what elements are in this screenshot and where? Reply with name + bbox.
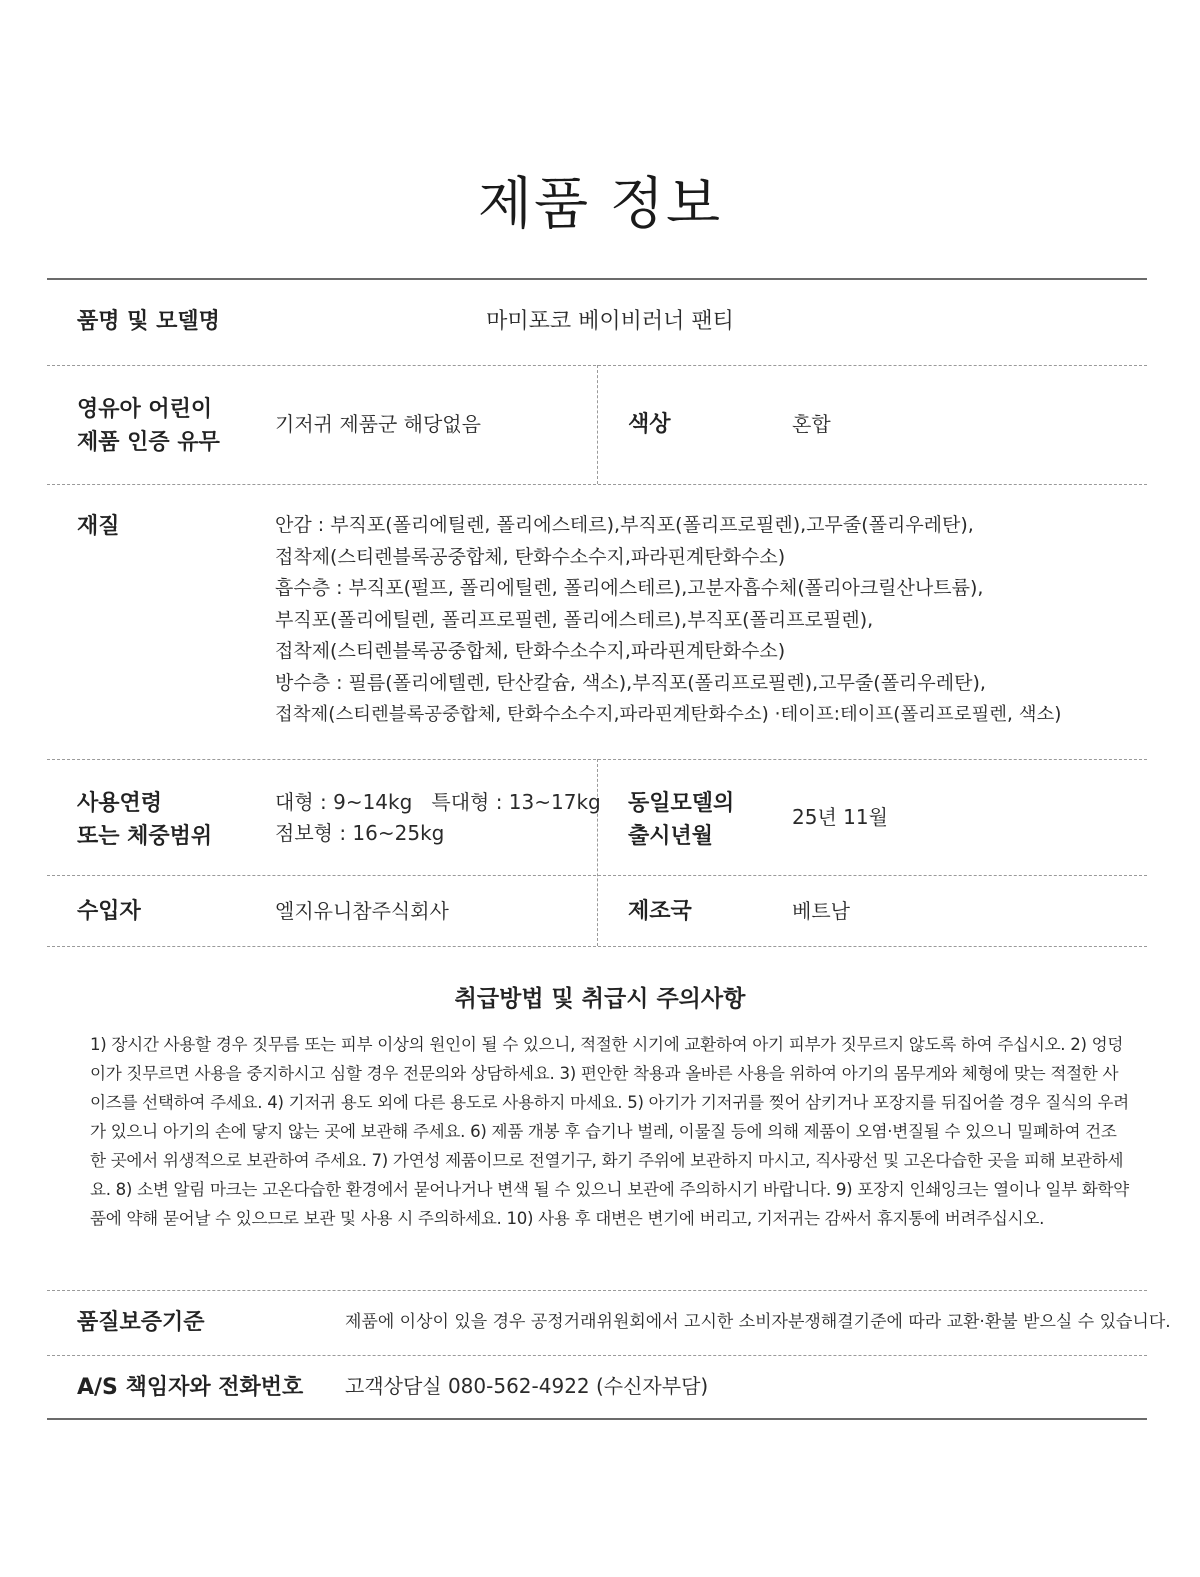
- age-weight-value-line2: 점보형 : 16~25kg: [275, 821, 445, 845]
- quality-label: 품질보증기준: [77, 1310, 205, 1335]
- certification-value: 기저귀 제품군 해당없음: [275, 412, 481, 436]
- age-weight-value-line1: 대형 : 9~14kg 특대형 : 13~17kg: [275, 790, 601, 814]
- age-weight-label: [77, 787, 212, 853]
- certification-label-line2: 제품 인증 유무: [77, 430, 220, 455]
- row-divider: [47, 1290, 1147, 1291]
- release-label-line2: 출시년월: [628, 824, 714, 849]
- row-divider: [47, 484, 1147, 485]
- as-value: 고객상담실 080-562-4922 (수신자부담): [345, 1374, 709, 1398]
- row-divider: [47, 946, 1147, 947]
- care-section-title: 취급방법 및 취급시 주의사항: [454, 986, 746, 1012]
- material-line: 안감 : 부직포(폴리에틸렌, 폴리에스테르),부직포(폴리프로필렌),고무줄(폴리우레탄),: [275, 514, 974, 536]
- age-weight-label-line2: 또는 체중범위: [77, 824, 213, 849]
- age-weight-value: [275, 787, 601, 849]
- product-name-value: 마미포코 베이비러너 팬티: [486, 309, 734, 334]
- color-label: 색상: [628, 412, 671, 437]
- material-label: 재질: [77, 514, 120, 539]
- material-line: 접착제(스티렌블록공중합체, 탄화수소수지,파라핀계탄화수소): [275, 640, 786, 662]
- origin-label: 제조국: [628, 899, 692, 924]
- table-bottom-border: [47, 1418, 1147, 1420]
- material-line: 접착제(스티렌블록공중합체, 탄화수소수지,파라핀계탄화수소): [275, 545, 786, 568]
- material-line: 흡수층 : 부직포(펄프, 폴리에틸렌, 폴리에스테르),고분자흡수체(폴리아크릴산나트륨),: [275, 577, 984, 599]
- importer-label: 수입자: [77, 899, 141, 924]
- quality-value: 제품에 이상이 있을 경우 공정거래위원회에서 고시한 소비자분쟁해결기준에 따라 교환·환불 받으실 수 있습니다.: [345, 1312, 1171, 1332]
- care-section-text: 1) 장시간 사용할 경우 짓무름 또는 피부 이상의 원인이 될 수 있으니, 적절한 시기에 교환하여 아기 피부가 짓무르지 않도록 하여 주십시오. 2) 엉덩이가 짓무르면 사용을 중지하시고 심할 경우 전문의와 상담하세요. 3) 편안한 착용과 올바른 사용을 위하여 아기의 몸무게와 체형에 맞는 적절한 사이즈를 선택하여 주세요. 4) 기저귀 용도 외에 다른 용도로 사용하지 마세요. 5) 아기가 기저귀를 찢어 삼키거나 포장지를 뒤집어쓸 경우 질식의 우려가 있으니 아기의 손에 닿지 않는 곳에 보관해 주세요. 6) 제품 개봉 후 습기나 벌레, 이물질 등에 의해 제품이 오염·변질될 수 있으니 밀폐하여 건조한 곳에서 위생적으로 보관하여 주세요. 7) 가연성 제품이므로 전열기구, 화기 주위에 보관하지 마시고, 직사광선 및 고온다습한 곳을 피해 보관하세요. 8) 소변 알림 마크는 고온다습한 환경에서 묻어나거나 변색 될 수 있으니 보관에 주의하시기 바랍니다. 9) 포장지 인쇄잉크는 열이나 일부 화학약품에 약해 묻어날 수 있으므로 보관 및 사용 시 주의하세요. 10) 사용 후 대변은 변기에 버리고, 기저귀는 감싸서 휴지통에 버려주십시오.: [90, 1035, 1129, 1228]
- page-title: 제품 정보: [477, 172, 723, 237]
- origin-value: 베트남: [792, 899, 850, 923]
- certification-label-line1: 영유아 어린이: [77, 397, 213, 422]
- release-label: [628, 787, 734, 853]
- row-divider: [47, 1355, 1147, 1356]
- certification-label: [77, 393, 220, 459]
- material-line: 방수층 : 필름(폴리에텔렌, 탄산칼슘, 색소),부직포(폴리프로필렌),고무줄(폴리우레탄),: [275, 671, 986, 694]
- product-name-label: 품명 및 모델명: [77, 309, 220, 334]
- release-label-line1: 동일모델의: [628, 791, 735, 816]
- release-value: 25년 11월: [792, 805, 888, 829]
- as-label: A/S 책임자와 전화번호: [77, 1375, 304, 1400]
- table-top-border: [47, 278, 1147, 280]
- material-value: [275, 510, 1061, 731]
- material-line: 접착제(스티렌블록공중합체, 탄화수소수지,파라핀계탄화수소) ·테이프:테이프(폴리프로필렌, 색소): [275, 704, 1062, 725]
- material-line: 부직포(폴리에틸렌, 폴리프로필렌, 폴리에스테르),부직포(폴리프로필렌),: [275, 608, 874, 631]
- importer-value: 엘지유니참주식회사: [275, 899, 449, 923]
- column-divider: [597, 365, 598, 484]
- color-value: 혼합: [792, 412, 831, 436]
- age-weight-label-line1: 사용연령: [77, 791, 163, 816]
